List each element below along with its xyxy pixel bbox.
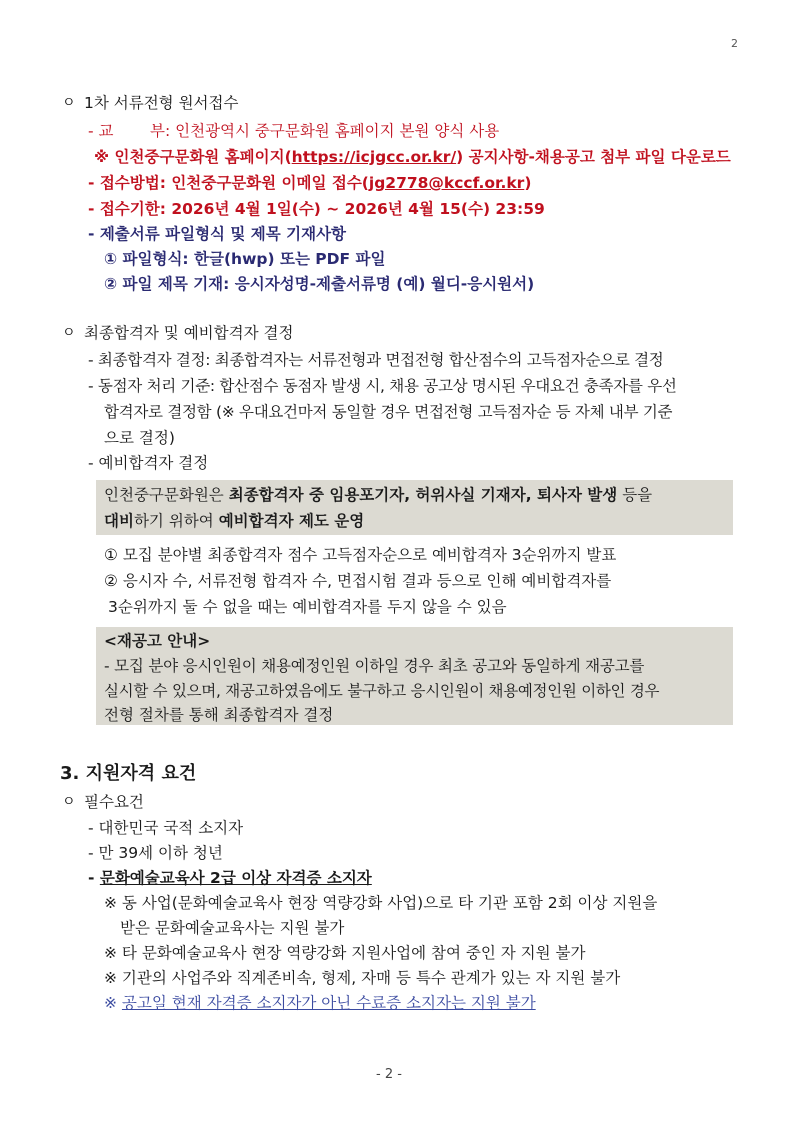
re-announcement-line1: - 모집 분야 응시인원이 채용예정인원 이하일 경우 최초 공고와 동일하게 재공고를 bbox=[104, 657, 645, 675]
page-number-footer: - 2 - bbox=[376, 1067, 402, 1082]
file-format-heading: - 제출서류 파일형식 및 제목 기재사항 bbox=[88, 225, 347, 243]
reserve-box-text: 등을 bbox=[617, 486, 653, 504]
requirement-nationality: - 대한민국 국적 소지자 bbox=[88, 819, 244, 837]
requirement-certificate-text: 문화예술교육사 2급 이상 자격증 소지자 bbox=[99, 869, 372, 887]
requirement-age: - 만 39세 이하 청년 bbox=[88, 844, 223, 862]
requirement-dash: - bbox=[88, 869, 100, 887]
final-decision-rule: - 최종합격자 결정: 최종합격자는 서류전형과 면접전형 합산점수의 고득점자순으로 결정 bbox=[88, 351, 664, 369]
section-bullet: ㅇ bbox=[62, 325, 76, 341]
download-note-prefix: ※ 인천중구문화원 홈페이지( bbox=[94, 148, 292, 166]
note-family-relation: ※ 기관의 사업주와 직계존비속, 형제, 자매 등 특수 관계가 있는 자 지원 불가 bbox=[104, 969, 621, 987]
reserve-box-bold: 예비합격자 제도 운영 bbox=[218, 512, 365, 530]
submission-method-suffix: ) bbox=[524, 174, 532, 192]
note-mark: ※ bbox=[104, 994, 122, 1012]
reserve-box-line1 bbox=[104, 485, 652, 505]
section-title-final-selection: 최종합격자 및 예비합격자 결정 bbox=[84, 324, 294, 342]
tie-breaker-rule-cont: 합격자로 결정함 (※ 우대요건마저 동일할 경우 면접전형 고득점자순 등 자체 내부 기준 bbox=[104, 403, 673, 421]
file-format-item: ① 파일형식: 한글(hwp) 또는 PDF 파일 bbox=[104, 250, 386, 268]
reserve-box-text: 하기 위하여 bbox=[133, 512, 219, 530]
note-prior-support: ※ 동 사업(문화예술교육사 현장 역량강화 사업)으로 타 기관 포함 2회 이상 지원을 bbox=[104, 894, 658, 912]
required-conditions-title: 필수요건 bbox=[84, 793, 144, 811]
reserve-box-text: 인천중구문화원은 bbox=[104, 486, 229, 504]
form-label: - 교 bbox=[88, 122, 114, 140]
reserve-item-1: ① 모집 분야별 최종합격자 점수 고득점자순으로 예비합격자 3순위까지 발표 bbox=[104, 546, 617, 564]
submission-deadline: - 접수기한: 2026년 4월 1일(수) ~ 2026년 4월 15(수) 23:59 bbox=[88, 200, 545, 218]
section-bullet: ㅇ bbox=[62, 95, 76, 111]
page-number-header: 2 bbox=[731, 37, 738, 50]
note-prior-support-cont: 받은 문화예술교육사는 지원 불가 bbox=[120, 919, 345, 937]
tie-breaker-rule-end: 으로 결정) bbox=[104, 429, 175, 447]
re-announcement-title: <재공고 안내> bbox=[104, 632, 211, 650]
file-title-item: ② 파일 제목 기재: 응시자성명-제출서류명 (예) 월디-응시원서) bbox=[104, 275, 535, 293]
submission-method bbox=[88, 173, 531, 193]
section-bullet: ㅇ bbox=[62, 794, 76, 810]
reserve-item-2-cont: 3순위까지 둘 수 없을 때는 예비합격자를 두지 않을 수 있음 bbox=[108, 598, 507, 616]
submission-method-prefix: - 접수방법: 인천중구문화원 이메일 접수( bbox=[88, 174, 369, 192]
reserve-box-line2 bbox=[104, 511, 364, 531]
note-concurrent-participation: ※ 타 문화예술교육사 현장 역량강화 지원사업에 참여 중인 자 지원 불가 bbox=[104, 944, 586, 962]
requirement-certificate bbox=[88, 868, 372, 888]
email-link[interactable]: jg2778@kccf.or.kr bbox=[368, 174, 525, 192]
download-note bbox=[94, 147, 731, 167]
section-title-application: 1차 서류전형 원서접수 bbox=[84, 94, 239, 112]
re-announcement-line2: 실시할 수 있으며, 재공고하였음에도 불구하고 응시인원이 채용예정인원 이하인 경우 bbox=[104, 682, 660, 700]
reserve-item-2: ② 응시자 수, 서류전형 합격자 수, 면접시험 결과 등으로 인해 예비합격자를 bbox=[104, 572, 612, 590]
re-announcement-line3: 전형 절차를 통해 최종합격자 결정 bbox=[104, 706, 334, 724]
form-description: 부: 인천광역시 중구문화원 홈페이지 본원 양식 사용 bbox=[150, 122, 500, 140]
tie-breaker-rule: - 동점자 처리 기준: 합산점수 동점자 발생 시, 채용 공고상 명시된 우대요건 충족자를 우선 bbox=[88, 377, 677, 395]
homepage-link[interactable]: https://icjgcc.or.kr/ bbox=[291, 148, 457, 166]
download-note-suffix: ) 공지사항-채용공고 첨부 파일 다운로드 bbox=[456, 148, 731, 166]
note-completion-certificate bbox=[104, 993, 536, 1013]
reserve-box-bold: 대비 bbox=[104, 512, 134, 530]
reserve-decision-heading: - 예비합격자 결정 bbox=[88, 454, 209, 472]
note-completion-text: 공고일 현재 자격증 소지자가 아닌 수료증 소지자는 지원 불가 bbox=[121, 994, 536, 1012]
reserve-box-bold: 최종합격자 중 임용포기자, 허위사실 기재자, 퇴사자 발생 bbox=[228, 486, 618, 504]
section-heading-eligibility: 3. 지원자격 요건 bbox=[60, 763, 197, 784]
